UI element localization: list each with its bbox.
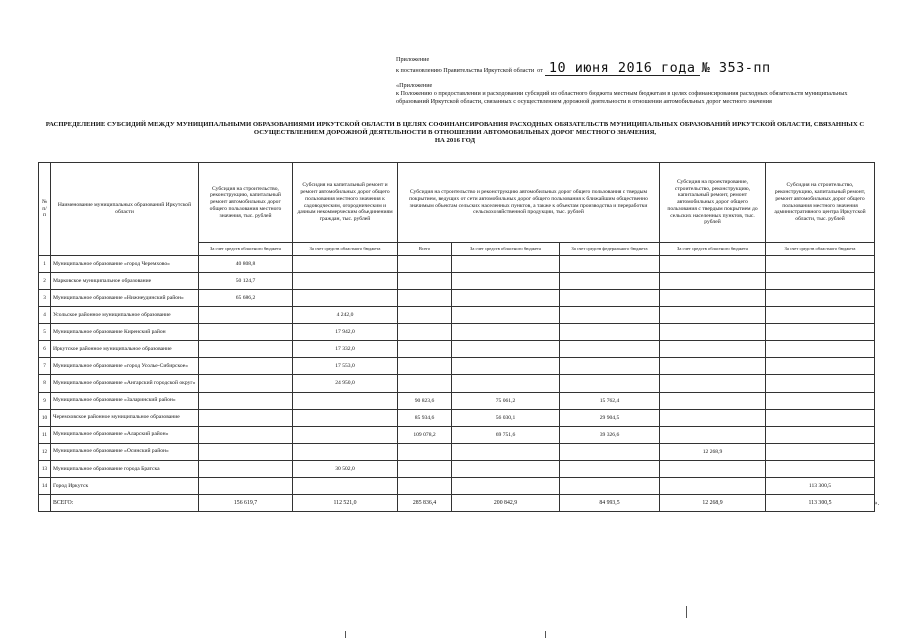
scan-artifact: [345, 631, 346, 638]
header-num: № п/п: [39, 163, 51, 256]
title-line3: НА 2016 ГОД: [434, 137, 476, 144]
subheader-col3-total: Всего: [398, 243, 452, 256]
subheader-col1: За счет средств областного бюджета: [199, 243, 293, 256]
closing-quote-mark: ».: [874, 499, 880, 507]
table-row: 2 Марковское муниципальное образование 50 124,7: [39, 273, 875, 290]
decree-ot: от: [537, 67, 543, 74]
decree-date-underline: [545, 60, 700, 76]
decree-prefix: к постановлению Правительства Иркутской области: [396, 67, 535, 74]
subheader-col3-federal: За счет средств федерального бюджета: [560, 243, 660, 256]
table-row: 7 Муниципальное образование «город Усолье-Сибирское» 17 553,0: [39, 358, 875, 375]
table-row: 9 Муниципальное образование «Заларинский район» 90 823,6 75 061,2 15 762,4: [39, 392, 875, 409]
table-row: 10 Черемховское районное муниципальное образование 85 934,6 56 030,1 29 904,5: [39, 409, 875, 426]
subheader-col5: За счет средств областного бюджета: [766, 243, 875, 256]
header-col1: Субсидия на строительство, реконструкцию, капитальный ремонт автомобильных дорог общего пользования местного значения, тыс. рублей: [199, 163, 293, 243]
subheader-col2: За счет средств областного бюджета: [293, 243, 398, 256]
table-row: 14 Город Иркутск 113 300,5: [39, 477, 875, 494]
header-col3: Субсидия на строительство и реконструкцию автомобильных дорог общего пользования с твердым покрытием, ведущих от сети автомобильных дорог общего пользования к ближайшим общественно значимым объектам сельских населенных пунктов, а также к объектам производства и переработки сельскохозяйственной продукции, тыс. рублей: [398, 163, 660, 243]
title-line1: РАСПРЕДЕЛЕНИЕ СУБСИДИЙ МЕЖДУ МУНИЦИПАЛЬНЫМИ ОБРАЗОВАНИЯМИ ИРКУТСКОЙ ОБЛАСТИ В ЦЕЛЯХ СОФИНАНСИРОВАНИЯ РАСХОДНЫХ ОБЯЗАТЕЛЬСТВ МУНИЦИПАЛЬНЫХ ОБРАЗОВАНИЙ ИРКУТСКОЙ ОБЛАСТИ, СВЯЗАННЫХ С: [45, 121, 865, 128]
appendix-line4: к Положению о предоставлении и расходовании субсидий из областного бюджета местным бюджетам в целях софинансирования расходных обязательств муниципальных образований Иркутской области, связанных с осуществлением дорожной деятельности в отношении автомобильных дорог местного значения: [396, 90, 848, 105]
scan-artifact: [686, 606, 687, 618]
subheader-col4: За счет средств областного бюджета: [660, 243, 766, 256]
header-col2: Субсидия на капитальный ремонт и ремонт автомобильных дорог общего пользования местного значения к садоводческим, огородническим и дачным некоммерческим объединениям граждан, тыс. рублей: [293, 163, 398, 243]
table-row: 13 Муниципальное образование города Братска 30 502,0: [39, 460, 875, 477]
table-row: 3 Муниципальное образование «Нижнеудинский район» 65 686,2: [39, 290, 875, 307]
subheader-col3-regional: За счет средств областного бюджета: [452, 243, 560, 256]
document-title: [30, 121, 880, 145]
header-col5: Субсидия на строительство, реконструкцию, капитальный ремонт, ремонт автомобильных дорог общего пользования местного значения административного центра Иркутской области, тыс. рублей: [766, 163, 875, 243]
table-row: 1 Муниципальное образование «город Черемхово» 40 808,8: [39, 256, 875, 273]
table-row: 4 Усольское районное муниципальное образование 4 242,0: [39, 307, 875, 324]
appendix-line1: Приложение: [396, 56, 430, 63]
header-name: Наименование муниципальных образований Иркутской области: [51, 163, 199, 256]
scan-artifact: [545, 631, 546, 638]
table-total-row: ВСЕГО: 156 619,7 112 521,0 285 836,4 200 842,9 84 993,5 12 268,9 113 300,5: [39, 494, 875, 511]
decree-date: 10 июня 2016 года: [548, 60, 696, 76]
appendix-line3: «Приложение: [396, 82, 433, 89]
title-line2: ОСУЩЕСТВЛЕНИЕМ ДОРОЖНОЙ ДЕЯТЕЛЬНОСТИ В ОТНОШЕНИИ АВТОМОБИЛЬНЫХ ДОРОГ МЕСТНОГО ЗНАЧЕНИЯ,: [253, 129, 657, 136]
subsidy-table: [38, 162, 875, 512]
table-row: 12 Муниципальное образование «Осинский район» 12 268,9: [39, 443, 875, 460]
decree-line: [396, 60, 876, 76]
table-row: 5 Муниципальное образование Киренский район 17 942,0: [39, 324, 875, 341]
table-row: 8 Муниципальное образование «Ангарский городской округ» 24 950,0: [39, 375, 875, 392]
header-row: [39, 163, 875, 243]
table-row: 11 Муниципальное образование «Аларский район» 109 078,2 69 751,6 39 326,6: [39, 426, 875, 443]
table-row: 6 Иркутское районное муниципальное образование 17 332,0: [39, 341, 875, 358]
appendix-block: [396, 56, 876, 106]
header-col4: Субсидия на проектирование, строительство, реконструкцию, капитальный ремонт, ремонт автомобильных дорог общего пользования с твердым покрытием до сельских населенных пунктов, тыс. рублей: [660, 163, 766, 243]
decree-number: № 353-пп: [701, 60, 771, 76]
